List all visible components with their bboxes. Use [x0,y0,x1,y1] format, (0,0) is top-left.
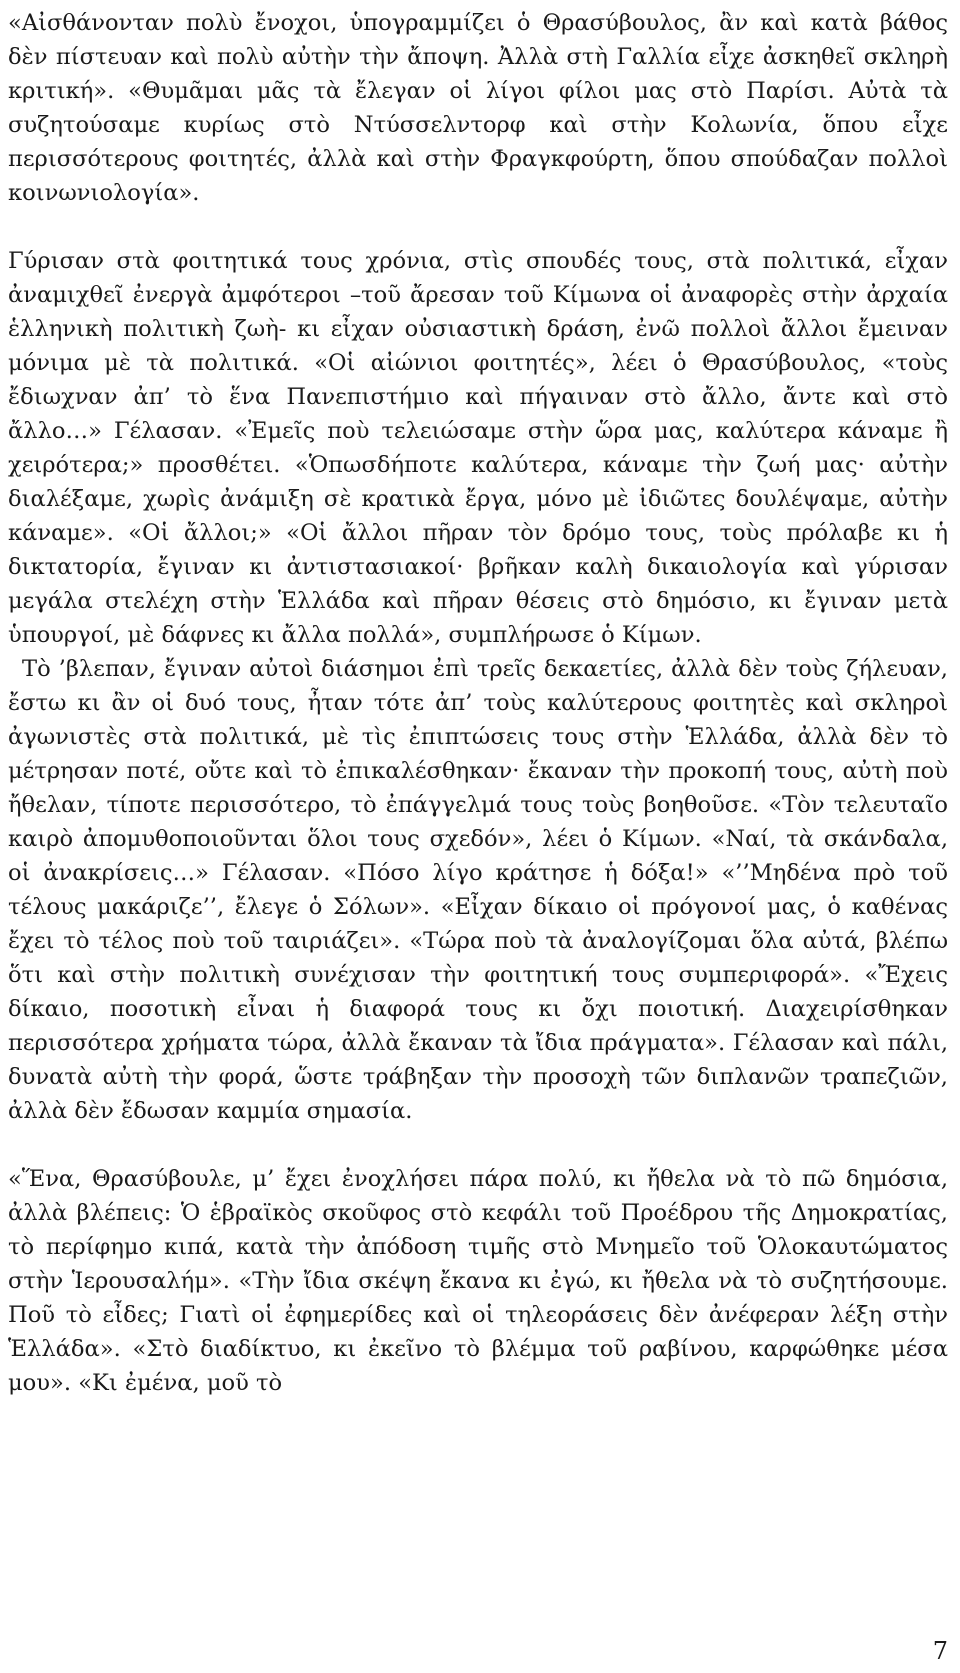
paragraph-3: Τὸ ’βλεπαν, ἔγιναν αὐτοὶ διάσημοι ἐπὶ τρεῖς δεκαετίες, ἀλλὰ δὲν τοὺς ζήλευαν, ἔστω κι ἂν οἱ δυό τους, ἦταν τότε ἀπ’ τοὺς καλύτερους φοιτητὲς καὶ σκληροὶ ἀγωνιστὲς στὰ πολιτικά, μὲ τὶς ἐπιπτώσεις τους στὴν Ἑλλάδα, ἀλλὰ δὲν τὸ μέτρησαν ποτέ, οὔτε καὶ τὸ ἐπικαλέσθηκαν· ἔκαναν τὴν προκοπή τους, αὐτὴ ποὺ ἤθελαν, τίποτε περισσότερο, τὸ ἐπάγγελμά τους τοὺς βοηθοῦσε. «Τὸν τελευταῖο καιρὸ ἀπομυθοποιοῦνται ὅλοι τους σχεδόν», λέει ὁ Κίμων. «Ναί, τὰ σκάνδαλα, οἱ ἀνακρίσεις…» Γέλασαν. «Πόσο λίγο κράτησε ἡ δόξα!» «’’Μηδένα πρὸ τοῦ τέλους μακάριζε’’, ἔλεγε ὁ Σόλων». «Εἶχαν δίκαιο οἱ πρόγονοί μας, ὁ καθένας ἔχει τὸ τέλος ποὺ τοῦ ταιριάζει». «Τώρα ποὺ τὰ ἀναλογίζομαι ὅλα αὐτά, βλέπω ὅτι καὶ στὴν πολιτικὴ συνέχισαν τὴν φοιτητική τους συμπεριφορά». «Ἔχεις δίκαιο, ποσοτικὴ εἶναι ἡ διαφορά τους κι ὄχι ποιοτική. Διαχειρίσθηκαν περισσότερα χρήματα τώρα, ἀλλὰ ἔκαναν τὰ ἴδια πράγματα». Γέλασαν καὶ πάλι, δυνατὰ αὐτὴ τὴν φορά, ὥστε τράβηξαν τὴν προσοχὴ τῶν διπλανῶν τραπεζιῶν, ἀλλὰ δὲν ἔδωσαν καμμία σημασία. [8,656,948,1124]
document-body [8,6,948,1400]
paragraph-2: Γύρισαν στὰ φοιτητικά τους χρόνια, στὶς σπουδές τους, στὰ πολιτικά, εἶχαν ἀναμιχθεῖ ἐνεργὰ ἀμφότεροι –τοῦ ἄρεσαν τοῦ Κίμωνα οἱ ἀναφορὲς στὴν ἀρχαία ἑλληνικὴ πολιτικὴ ζωὴ- κι εἶχαν οὐσιαστικὴ δράση, ἐνῶ πολλοὶ ἄλλοι ἔμειναν μόνιμα μὲ τὰ πολιτικά. «Οἱ αἰώνιοι φοιτητές», λέει ὁ Θρασύβουλος, «τοὺς ἔδιωχναν ἀπ’ τὸ ἕνα Πανεπιστήμιο καὶ πήγαιναν στὸ ἄλλο, ἄντε καὶ στὸ ἄλλο…» Γέλασαν. «Ἐμεῖς ποὺ τελειώσαμε στὴν ὥρα μας, καλύτερα κάναμε ἢ χειρότερα;» προσθέτει. «Ὁπωσδήποτε καλύτερα, κάναμε τὴν ζωή μας· αὐτὴν διαλέξαμε, χωρὶς ἀνάμιξη σὲ κρατικὰ ἔργα, μόνο μὲ ἰδιῶτες δουλέψαμε, αὐτὴν κάναμε». «Οἱ ἄλλοι;» «Οἱ ἄλλοι πῆραν τὸν δρόμο τους, τοὺς πρόλαβε κι ἡ δικτατορία, ἔγιναν κι ἀντιστασιακοί· βρῆκαν καλὴ δικαιολογία καὶ γύρισαν μεγάλα στελέχη στὴν Ἑλλάδα καὶ πῆραν θέσεις στὸ δημόσιο, κι ἔγιναν μετὰ ὑπουργοί, μὲ δάφνες κι ἄλλα πολλά», συμπλήρωσε ὁ Κίμων. [8,248,948,648]
paragraph-1: «Αἰσθάνονταν πολὺ ἔνοχοι, ὑπογραμμίζει ὁ Θρασύβουλος, ἂν καὶ κατὰ βάθος δὲν πίστευαν καὶ πολὺ αὐτὴν τὴν ἄποψη. Ἀλλὰ στὴ Γαλλία εἶχε ἀσκηθεῖ σκληρὴ κριτική». «Θυμᾶμαι μᾶς τὰ ἔλεγαν οἱ λίγοι φίλοι μας στὸ Παρίσι. Αὐτὰ τὰ συζητούσαμε κυρίως στὸ Ντύσσελντορφ καὶ στὴν Κολωνία, ὅπου εἶχε περισσότερους φοιτητές, ἀλλὰ καὶ στὴν Φραγκφούρτη, ὅπου σπούδαζαν πολλοὶ κοινωνιολογία». [8,10,948,206]
paragraph-4: «Ἕνα, Θρασύβουλε, μ’ ἔχει ἐνοχλήσει πάρα πολύ, κι ἤθελα νὰ τὸ πῶ δημόσια, ἀλλὰ βλέπεις: Ὁ ἑβραϊκὸς σκοῦφος στὸ κεφάλι τοῦ Προέδρου τῆς Δημοκρατίας, τὸ περίφημο κιπά, κατὰ τὴν ἀπόδοση τιμῆς στὸ Μνημεῖο τοῦ Ὁλοκαυτώματος στὴν Ἱερουσαλήμ». «Τὴν ἴδια σκέψη ἔκανα κι ἐγώ, κι ἤθελα νὰ τὸ συζητήσουμε. Ποῦ τὸ εἶδες; Γιατὶ οἱ ἐφημερίδες καὶ οἱ τηλεοράσεις δὲν ἀνέφεραν λέξη στὴν Ἑλλάδα». «Στὸ διαδίκτυο, κι ἐκεῖνο τὸ βλέμμα τοῦ ραβίνου, καρφώθηκε μέσα μου». «Κι ἐμένα, μοῦ τὸ [8,1166,948,1396]
page-number: 7 [932,1637,948,1665]
